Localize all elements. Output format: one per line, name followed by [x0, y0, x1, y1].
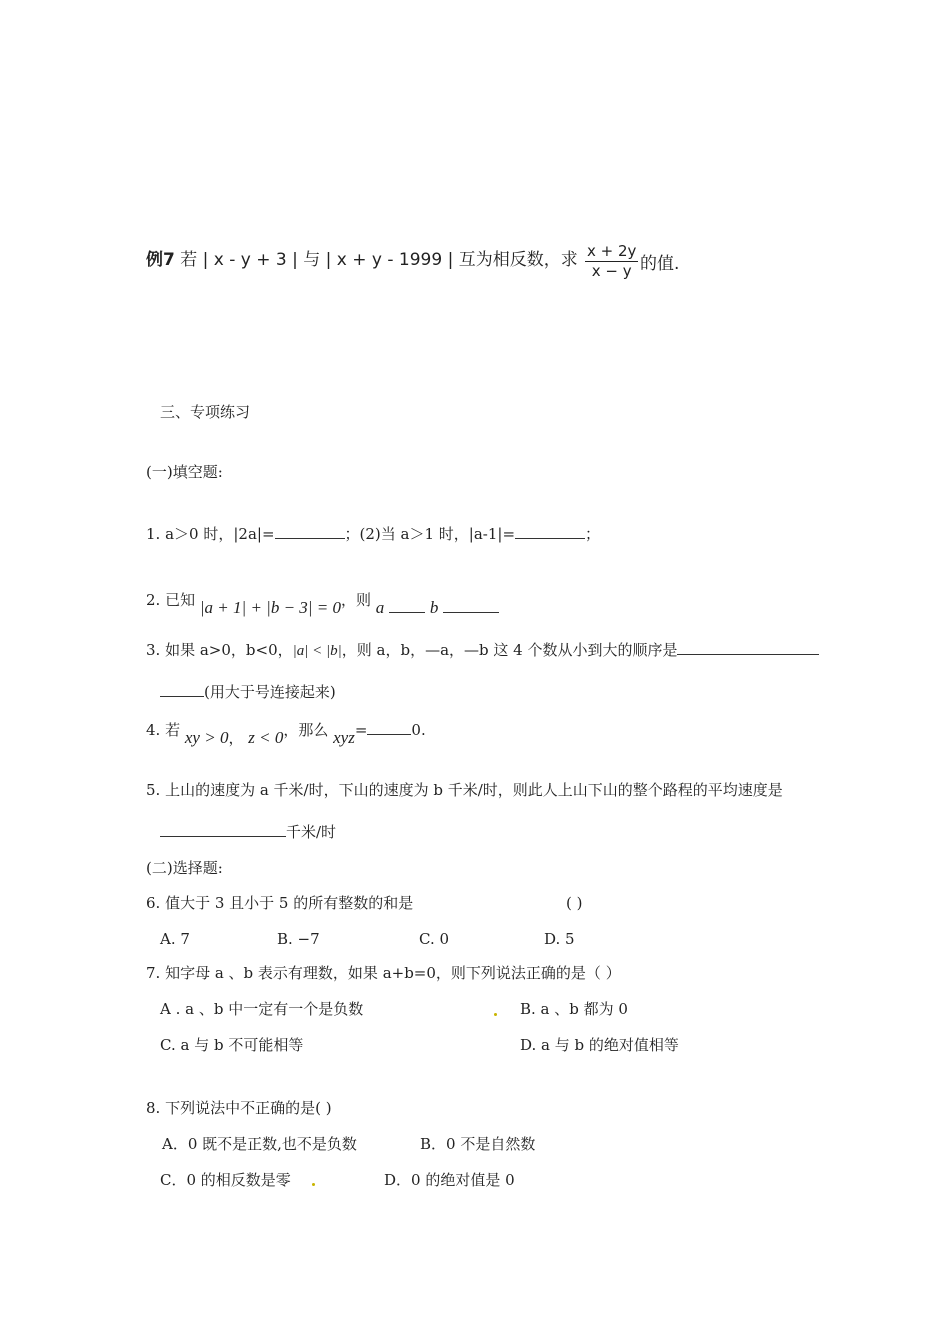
answer-blank[interactable] — [160, 822, 286, 837]
q4-text: 4. 若 — [146, 721, 181, 739]
question-4 — [146, 720, 426, 747]
var-a: a — [375, 598, 385, 617]
q1-abs: |a-1|= — [468, 525, 516, 543]
stray-dot — [494, 1013, 497, 1016]
q2-text: ，则 — [340, 591, 371, 609]
question-8: 8. 下列说法中不正确的是( ) — [146, 1099, 332, 1117]
q4-expr: xyz — [333, 728, 355, 747]
option-c[interactable]: C. 0 — [419, 930, 450, 948]
q1-text: 1. a＞0 时， — [146, 525, 234, 543]
fraction — [585, 242, 638, 281]
q4-expr: z < 0 — [248, 728, 284, 747]
q3-expr: |a| < |b| — [292, 643, 342, 659]
question-6: 6. 值大于 3 且小于 5 的所有整数的和是 — [146, 894, 414, 912]
option-b[interactable]: B. a 、b 都为 0 — [520, 1000, 628, 1018]
option-c[interactable]: C．0 的相反数是零 — [160, 1171, 291, 1189]
q4-text: ， — [228, 729, 244, 747]
option-b[interactable]: B．0 不是自然数 — [420, 1135, 536, 1153]
question-7: 7. 知字母 a 、b 表示有理数，如果 a+b=0，则下列说法正确的是（ ） — [146, 964, 621, 982]
question-3-cont — [160, 682, 336, 702]
q3-text: 3. 如果 a>0，b<0， — [146, 641, 293, 659]
q1-text: ； — [585, 525, 601, 543]
question-2 — [146, 590, 499, 617]
q1-text: ；(2)当 a＞1 时， — [344, 525, 469, 543]
example-text: 若 — [180, 250, 198, 270]
answer-blank[interactable] — [160, 682, 204, 697]
fill-heading: (一)填空题: — [146, 463, 223, 481]
answer-blank[interactable] — [275, 524, 345, 539]
q5-text: 千米/时 — [286, 823, 337, 841]
option-c[interactable]: C. a 与 b 不可能相等 — [160, 1036, 304, 1054]
q1-abs: |2a|= — [233, 525, 275, 543]
expr-abs-1: | x - y + 3 | — [202, 250, 298, 270]
var-b: b — [429, 598, 439, 617]
question-5-cont — [160, 822, 336, 842]
answer-blank[interactable] — [389, 598, 425, 613]
fraction-denominator: x − y — [591, 262, 632, 280]
example-text: 与 — [303, 250, 321, 270]
answer-paren: ( ) — [566, 894, 583, 912]
answer-blank[interactable] — [443, 598, 499, 613]
stray-dot — [312, 1183, 315, 1186]
answer-blank[interactable] — [677, 640, 819, 655]
q4-text: 0. — [411, 721, 426, 739]
option-d[interactable]: D．0 的绝对值是 0 — [384, 1171, 515, 1189]
option-a[interactable]: A. 7 — [160, 930, 190, 948]
answer-blank[interactable] — [367, 720, 411, 735]
option-b[interactable]: B. −7 — [277, 930, 320, 948]
example-text: 互为相反数，求 — [458, 250, 578, 270]
option-a[interactable]: A．0 既不是正数,也不是负数 — [162, 1135, 357, 1153]
choice-heading: (二)选择题: — [146, 859, 223, 877]
fraction-numerator: x + 2y — [587, 242, 637, 260]
q2-text: 2. 已知 — [146, 591, 196, 609]
q3-text: ，则 a，b，—a，—b 这 4 个数从小到大的顺序是 — [341, 641, 678, 659]
answer-blank[interactable] — [515, 524, 585, 539]
q4-text: ，那么 — [283, 721, 329, 739]
option-a[interactable]: A . a 、b 中一定有一个是负数 — [160, 1000, 364, 1018]
q3-text: (用大于号连接起来) — [204, 683, 336, 701]
example7-tail: 的值. — [640, 254, 680, 274]
question-5: 5. 上山的速度为 a 千米/时，下山的速度为 b 千米/时，则此人上山下山的整个路程的平均速度是 — [146, 781, 783, 799]
q4-expr: xy > 0 — [184, 728, 229, 747]
expr-abs-2: | x + y - 1999 | — [325, 250, 454, 270]
q4-text: = — [354, 721, 368, 739]
q2-expr: |a + 1| + |b − 3| = 0 — [199, 598, 341, 617]
option-d[interactable]: D. 5 — [544, 930, 575, 948]
example7-line — [146, 248, 578, 272]
example-label: 例7 — [146, 250, 175, 270]
option-d[interactable]: D. a 与 b 的绝对值相等 — [520, 1036, 679, 1054]
question-1 — [146, 524, 600, 544]
section-title: 三、专项练习 — [160, 403, 251, 421]
question-3 — [146, 640, 819, 661]
